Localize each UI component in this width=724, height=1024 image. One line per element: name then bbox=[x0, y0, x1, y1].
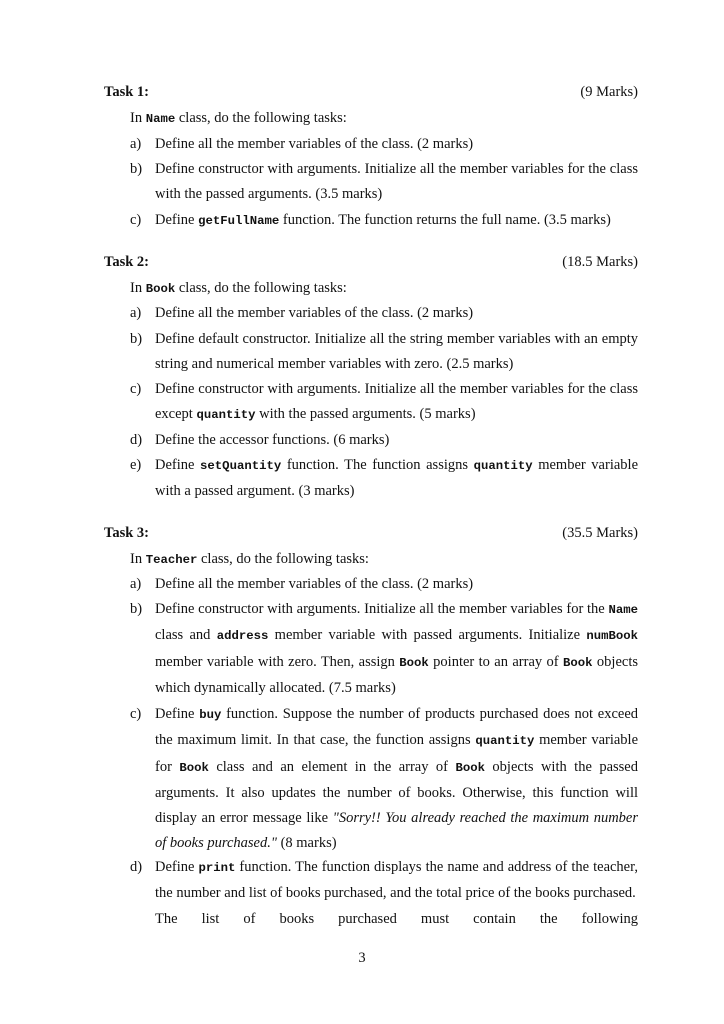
task2-title: Task 2: bbox=[104, 254, 150, 270]
task2-header bbox=[104, 254, 638, 274]
task1-item-c: c) Define getFullName function. The function returns the full name. (3.5 marks) bbox=[130, 212, 611, 228]
task3-item-a: a) Define all the member variables of the class. (2 marks) bbox=[130, 576, 474, 592]
page-number: 3 bbox=[358, 950, 366, 966]
task2-intro: In Book class, do the following tasks: bbox=[130, 280, 347, 296]
task3-title: Task 3: bbox=[104, 525, 150, 541]
task2-item-c: c) Define constructor with arguments. Initialize all the member variables for the class except quantity with the passed arguments. (5 marks) bbox=[130, 381, 638, 423]
task2-item-b: b) Define default constructor. Initialize all the string member variables with an empty string and numerical member variables with zero. (2.5 marks) bbox=[130, 331, 638, 373]
task1-intro: In Name class, do the following tasks: bbox=[130, 110, 347, 126]
task2-item-a: a) Define all the member variables of the class. (2 marks) bbox=[130, 305, 474, 321]
task1-header bbox=[104, 84, 638, 104]
error-message-text: "Sorry!! You already reached the maximum number of books purchased." bbox=[155, 810, 638, 852]
task3-item-c: c) Define buy function. Suppose the number of products purchased does not exceed the maximum limit. In that case, the function assigns quantity member variable for Book class and an element in the array of Book objects with the passed arguments. It also updates the number of books. Otherwise, this function will display an error message like "Sorry!! You already reached the maximum number of books purchased." (8 marks) bbox=[130, 706, 639, 852]
task1-item-b: b) Define constructor with arguments. Initialize all the member variables for the class with the passed arguments. (3.5 marks) bbox=[130, 161, 638, 203]
task3-item-d: d) Define print function. The function displays the name and address of the teacher, the number and list of books purchased, and the total price of the books purchased. The list of books purchased must contain the following bbox=[130, 855, 638, 932]
task2-marks: (18.5 Marks) bbox=[562, 254, 638, 270]
task1-marks: (9 Marks) bbox=[580, 84, 638, 100]
task1-item-a: a) Define all the member variables of the class. (2 marks) bbox=[130, 136, 474, 152]
task1-title: Task 1: bbox=[104, 84, 150, 100]
task3-intro: In Teacher class, do the following tasks: bbox=[130, 551, 369, 567]
task3-item-d-last-line: The list of books purchased must contain the following bbox=[155, 910, 638, 927]
task2-item-d: d) Define the accessor functions. (6 marks) bbox=[130, 432, 390, 448]
task3-marks: (35.5 Marks) bbox=[562, 525, 638, 541]
task2-item-e: e) Define setQuantity function. The function assigns quantity member variable with a passed argument. (3 marks) bbox=[130, 457, 639, 500]
task3-item-b: b) Define constructor with arguments. Initialize all the member variables for the Name class and address member variable with passed arguments. Initialize numBook member variable with zero. Then, assign Book pointer to an array of Book objects which dynamically allocated. (7.5 marks) bbox=[130, 601, 639, 696]
task3-header bbox=[104, 525, 638, 545]
class-name-code: Name bbox=[145, 112, 176, 126]
